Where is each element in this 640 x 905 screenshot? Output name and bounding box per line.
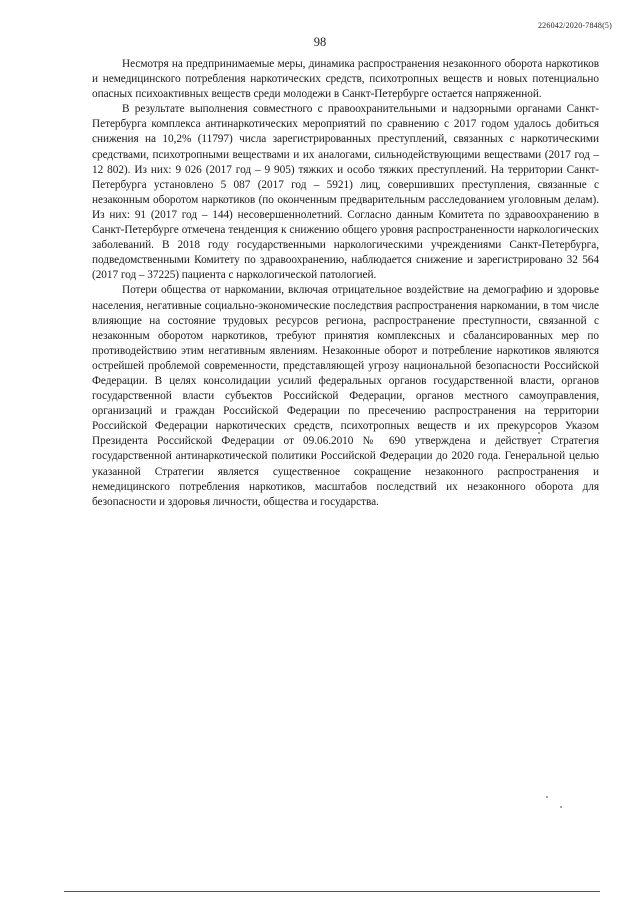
- scan-speck: [560, 806, 562, 808]
- page-number: 98: [313, 35, 327, 49]
- scan-speck: [538, 432, 540, 434]
- paragraph-2: В результате выполнения совместного с правоохранительными и надзорными органами Санкт-Петербурга комплекса антинаркотических мероприятий по сравнению с 2017 годом удалось добиться снижения на 10,2% (11797) числа зарегистрированных преступлений, связанных с наркотическими средствами, психотропными веществами и их аналогами, сильнодействующими веществами (2017 год – 12 802). Из них: 9 026 (2017 год – 9 905) тяжких и особо тяжких преступлений. На территории Санкт-Петербурга установлено 5 087 (2017 год – 5921) лиц, совершивших преступления, связанные с незаконным оборотом наркотиков (по оконченным предварительным расследованием уголовным делам). Из них: 91 (2017 год – 144) несовершеннолетний. Согласно данным Комитета по здравоохранению в Санкт-Петербурге отмечена тенденция к снижению общего уровня распространенности наркологических заболеваний. В 2018 году государственными наркологическими учреждениями Санкт-Петербурга, подведомственными Комитету по здравоохранению, наблюдается снижение и зарегистрировано 32 564 (2017 год – 37225) пациента с наркологической патологией.: [92, 103, 599, 282]
- scan-speck: [546, 796, 548, 798]
- paragraph-1: Несмотря на предпринимаемые меры, динамика распространения незаконного оборота наркотиков и немедицинского потребления наркотических средств, психотропных веществ и новых потенциально опасных психоактивных веществ среди молодежи в Санкт-Петербурге остается напряженной.: [92, 58, 599, 101]
- body-text: [92, 57, 599, 510]
- document-id: 226042/2020-7848(5): [537, 21, 612, 30]
- bottom-rule: [64, 891, 600, 892]
- paragraph-3: Потери общества от наркомании, включая отрицательное воздействие на демографию и здоровье населения, негативные социально-экономические последствия распространения наркомании, в том числе влияющие на состояние трудовых ресурсов региона, распространение преступности, связанной с незаконным оборотом наркотиков, требуют принятия комплексных и сбалансированных мер по противодействию этим негативным явлениям. Незаконные оборот и потребление наркотиков являются острейшей проблемой современности, представляющей угрозу национальной безопасности Российской Федерации. В целях консолидации усилий федеральных органов государственной власти, органов государственной власти субъектов Российской Федерации, органов местного самоуправления, организаций и граждан Российской Федерации по пресечению распространения на территории Российской Федерации наркотических средств, психотропных веществ и их прекурсоров Указом Президента Российской Федерации от 09.06.2010 № 690 утверждена и действует Стратегия государственной антинаркотической политики Российской Федерации до 2020 года. Генеральной целью указанной Стратегии является существенное сокращение незаконного распространения и немедицинского потребления наркотиков, масштабов последствий их незаконного оборота для безопасности и здоровья личности, общества и государства.: [92, 284, 599, 508]
